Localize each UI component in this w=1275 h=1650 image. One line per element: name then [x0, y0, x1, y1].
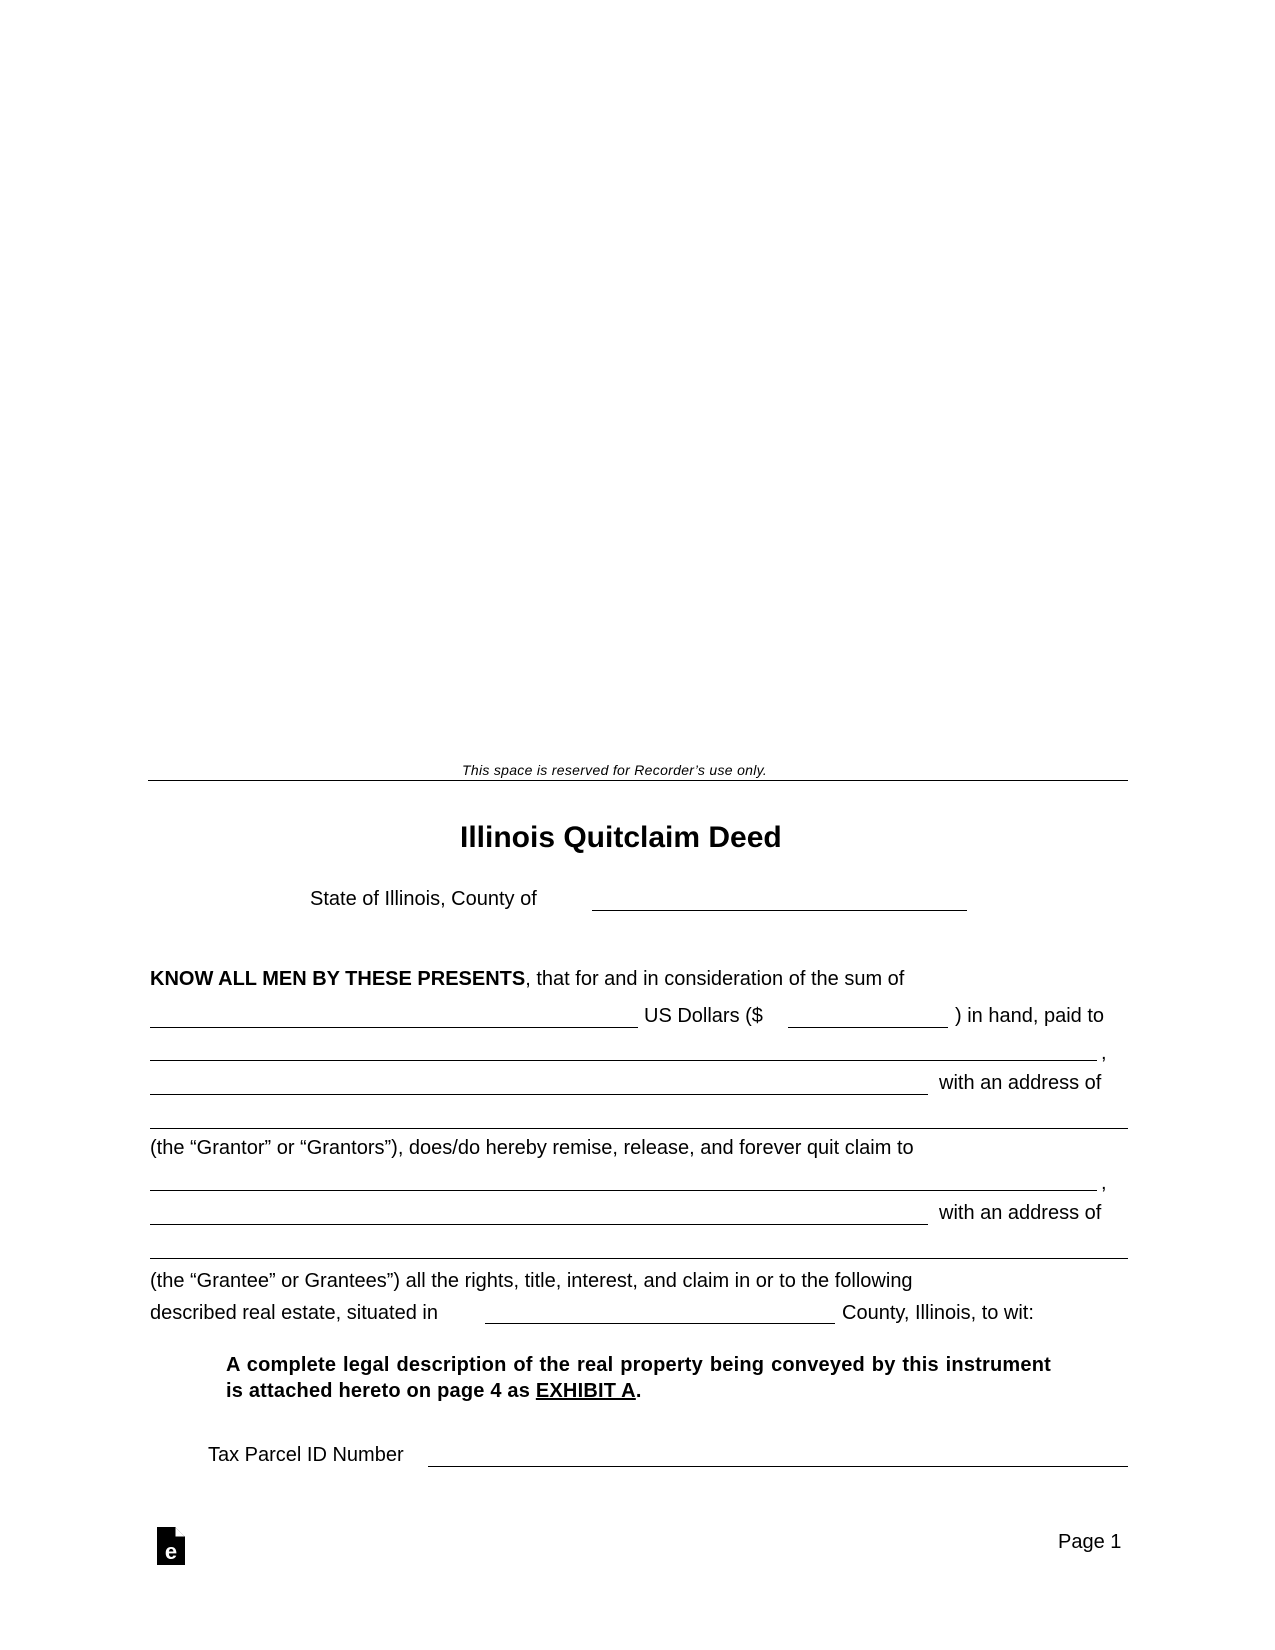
situated-in-label: described real estate, situated in — [150, 1302, 438, 1324]
grantor-address-field-2[interactable] — [150, 1128, 1128, 1129]
tax-parcel-id-field[interactable] — [428, 1466, 1128, 1467]
know-all-men-text: KNOW ALL MEN BY THESE PRESENTS — [150, 968, 526, 990]
county-illinois-label: County, Illinois, to wit: — [842, 1302, 1034, 1324]
us-dollars-label: US Dollars ($ — [644, 1005, 763, 1027]
property-county-field[interactable] — [485, 1323, 835, 1324]
tax-parcel-label: Tax Parcel ID Number — [208, 1444, 404, 1466]
grantee-with-address-label: with an address of — [939, 1202, 1102, 1224]
legal-description-notice — [226, 1352, 1051, 1404]
dollar-amount-number-field[interactable] — [788, 1027, 948, 1028]
consideration-line — [150, 969, 904, 989]
exhibit-a-link[interactable]: EXHIBIT A — [535, 1380, 636, 1402]
grantor-address-field-1[interactable] — [150, 1094, 928, 1095]
grantee-name-comma: , — [1101, 1172, 1107, 1194]
legal-description-text: A complete legal description of the real property being conveyed by this instrument is attached hereto on page 4 as — [226, 1354, 1051, 1402]
document-title: Illinois Quitclaim Deed — [460, 821, 782, 854]
grantor-name-comma: , — [1101, 1042, 1107, 1064]
svg-text:e: e — [164, 1539, 178, 1564]
county-field[interactable] — [592, 910, 967, 911]
grantee-address-field-2[interactable] — [150, 1258, 1128, 1259]
eforms-logo-icon — [157, 1527, 185, 1565]
recorder-note: This space is reserved for Recorder’s use only. — [462, 762, 768, 778]
grantor-name-field[interactable] — [150, 1060, 1097, 1061]
grantee-address-field-1[interactable] — [150, 1224, 928, 1225]
grantor-with-address-label: with an address of — [939, 1072, 1102, 1094]
exhibit-period: . — [635, 1380, 642, 1402]
grantee-name-field[interactable] — [150, 1190, 1097, 1191]
page-number: Page 1 — [1058, 1531, 1122, 1553]
in-hand-paid-label: ) in hand, paid to — [955, 1005, 1104, 1027]
grantee-clause: (the “Grantee” or Grantees”) all the rights, title, interest, and claim in or to the following — [150, 1270, 913, 1292]
state-county-label: State of Illinois, County of — [310, 888, 537, 910]
consideration-text: , that for and in consideration of the sum of — [525, 968, 905, 990]
dollar-amount-words-field[interactable] — [150, 1027, 638, 1028]
recorder-divider — [148, 780, 1128, 781]
grantor-clause: (the “Grantor” or “Grantors”), does/do hereby remise, release, and forever quit claim to — [150, 1137, 914, 1159]
